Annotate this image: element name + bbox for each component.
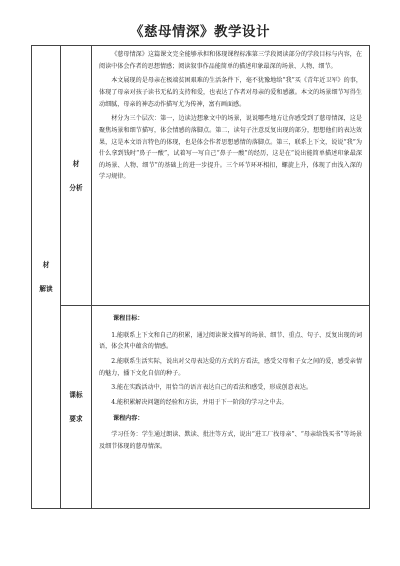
- analysis-paragraph: 材分为三个层次：第一，边读边想象文中的场景，说说哪些地方让你感受到了慈母情深，这是聚焦场景和细节描写，体会情感的落脚点。第二，读句子注意反复出现的部分，想想他们的表达效果，这是本文语言特色的体现，也是体会作者思想感情的落脚点。第三，联系上下文，说说“我”为什么拿到钱时“鼻子一酸”，试着写一写自己“鼻子一酸”的经历，这是在“说出能简单描述印象最深的场景、人物、细节”的基础上的进一步提升。三个环节环环相扣，螺旋上升，体现了由浅入深的学习规律。: [99, 115, 362, 181]
- goals-heading: 课程目标：: [113, 315, 144, 322]
- goal-item: 1.能联系上下文和自己的积累，通过阅读课文描写的场景、细节、重点、句子、反复出现的词语，体会其中蕴含的情感。: [99, 331, 362, 351]
- content-heading: 课程内容：: [113, 414, 144, 422]
- page-title: 《慈母情深》教学设计: [130, 24, 270, 40]
- goal-item: 3.能在实践活动中，用恰当的语言表达自己的看法和感受，形成创意表达。: [111, 384, 313, 392]
- goal-item: 4.能积累解决问题的经验和方法，并用于下一阶段的学习之中去。: [111, 399, 288, 407]
- table-row: [32, 306, 370, 509]
- analysis-paragraph: 《慈母情深》这篇课文完全能够承担和体现课程标准第三学段阅读部分的学段目标与内容，在阅读中体会作者的思想情感；阅读叙事作品能简单的描述印象最深的场景、人物、细节。: [99, 51, 362, 70]
- goal-item: 2.能联系生活实际，说出对父母表达爱的方式的方看法，感受父母和子女之间的爱，感受亲情的魅力，播下文化自信的种子。: [99, 357, 362, 377]
- curriculum-requirements-cell: [92, 306, 370, 509]
- section-label-textbook-reading: 材 解读: [32, 46, 61, 509]
- analysis-paragraph: 本文展现的是母亲在极端贫困艰难的生活条件下，毫不犹豫地给“我”买《青年近卫军》的事，体现了母亲对孩子读书无私的支持和爱，也表达了作者对母亲的爱和感激。本文的场景细节写得生动细腻，母亲的神态动作描写尤为传神，富有画面感。: [99, 77, 362, 108]
- row-label-textbook-analysis: 材 分析: [61, 46, 92, 306]
- lesson-design-table: [31, 45, 370, 509]
- content-paragraph: 学习任务：学生通过朗读、默读、批注等方式，说出“进工厂找母亲”、“母亲给钱买书”等场景及细节体现的慈母情深。: [99, 431, 362, 450]
- table-row: [32, 46, 370, 306]
- row-label-curriculum-requirements: 课标 要求: [61, 306, 92, 509]
- textbook-analysis-cell: [92, 46, 370, 306]
